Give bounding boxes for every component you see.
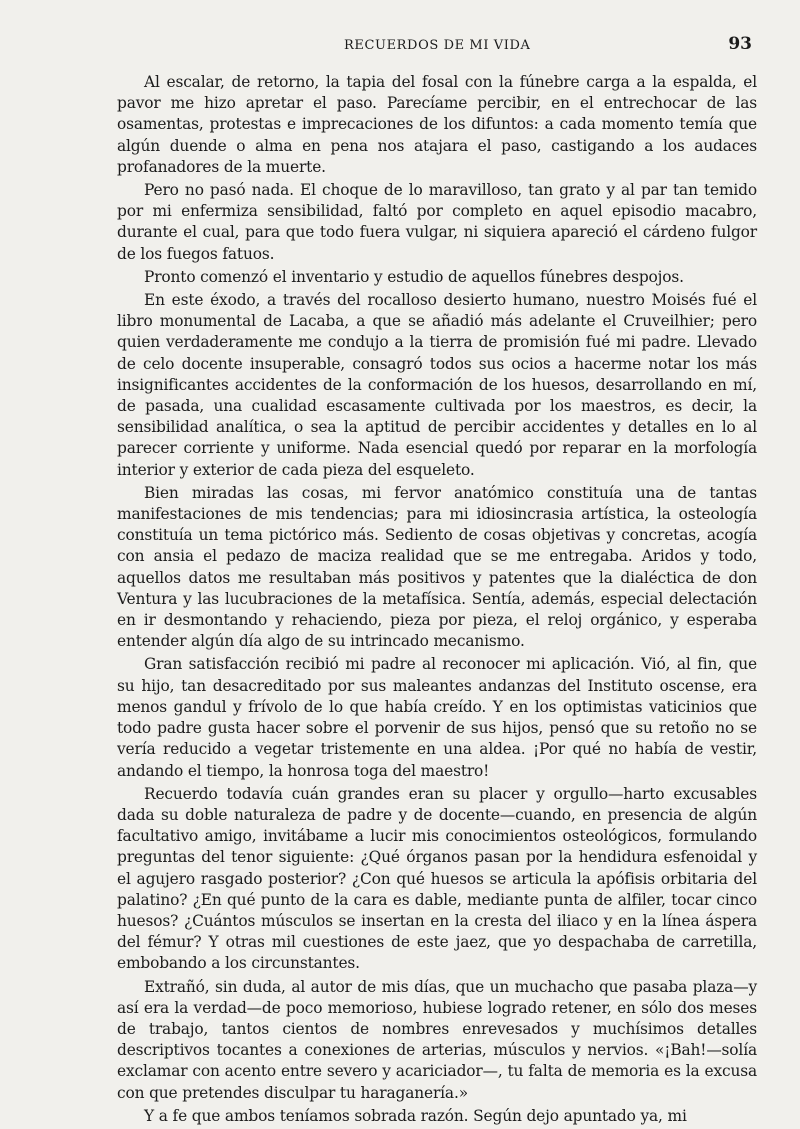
paragraph: En este éxodo, a través del rocalloso desierto humano, nuestro Moisés fué el libro monumental de Lacaba, a que se añadió más adelante el Cruveilhier; pero quien verdaderamente me condujo a la tierra de promisión fué mi padre. Llevado de celo docente insuperable, consagró todos sus ocios a hacerme notar los más insignificantes accidentes de la conformación de los huesos, desarrollando en mí, de pasada, una cualidad escasamente cultivada por los maestros, es decir, la sensibilidad analítica, o sea la aptitud de percibir accidentes y detalles en lo al parecer corriente y uniforme. Nada esencial quedó por reparar en la morfología interior y exterior de cada pieza del esqueleto.: [117, 291, 757, 479]
paragraph: Extrañó, sin duda, al autor de mis días, que un muchacho que pasaba plaza—y así era la verdad—de poco memorioso, hubiese logrado retener, en sólo dos meses de trabajo, tantos cientos de nombres enrevesados y muchísimos detalles descriptivos tocantes a conexiones de arterias, músculos y nervios. «¡Bah!—solía exclamar con acento entre severo y acariciador—, tu falta de memoria es la excusa con que pretendes disculpar tu haraganería.»: [117, 977, 757, 1102]
paragraph: Recuerdo todavía cuán grandes eran su placer y orgullo—harto excusables dada su doble naturaleza de padre y de docente—cuando, en presencia de algún facultativo amigo, invitábame a lucir mis conocimientos osteológicos, formulando preguntas del tenor siguiente: ¿Qué órganos pasan por la hendidura esfenoidal y el agujero rasgado posterior? ¿Con qué huesos se articula la apófisis orbitaria del palatino? ¿En qué punto de la cara es dable, mediante punta de alfiler, tocar cinco huesos? ¿Cuántos músculos se insertan en la cresta del iliaco y en la línea áspera del fémur? Y otras mil cuestiones de este jaez, que yo despachaba de carretilla, embobando a los circunstantes.: [117, 784, 757, 973]
page-header: [118, 34, 756, 58]
paragraph: Bien miradas las cosas, mi fervor anatómico constituía una de tantas manifestaciones de mis tendencias; para mi idiosincrasia artística, la osteología constituía un tema pictórico más. Sediento de cosas objetivas y concretas, acogía con ansia el pedazo de maciza realidad que se me entregaba. Aridos y todo, aquellos datos me resultaban más positivos y patentes que la dialéctica de don Ventura y las lucubraciones de la metafísica. Sentía, además, especial delectación en ir desmontando y rehaciendo, pieza por pieza, el reloj orgánico, y esperaba entender algún día algo de su intrincado mecanismo.: [117, 483, 757, 651]
paragraph: Y a fe que ambos teníamos sobrada razón. Según dejo apuntado ya, mi: [144, 1106, 687, 1125]
paragraph: Pero no pasó nada. El choque de lo maravilloso, tan grato y al par tan temido por mi enfermiza sensibilidad, faltó por completo en aquel episodio macabro, durante el cual, para que todo fuera vulgar, ni siquiera apareció el cárdeno fulgor de los fuegos fatuos.: [117, 181, 757, 263]
paragraph: Gran satisfacción recibió mi padre al reconocer mi aplicación. Vió, al fin, que su hijo, tan desacreditado por sus maleantes andanzas del Instituto oscense, era menos gandul y frívolo de lo que había creído. Y en los optimistas vaticinios que todo padre gusta hacer sobre el porvenir de sus hijos, pensó que su retoño no se vería reducido a vegetar tristemente en una aldea. ¡Por qué no había de vestir, andando el tiempo, la honrosa toga del maestro!: [117, 655, 757, 780]
body-text: [117, 72, 757, 1129]
page-number: 93: [728, 34, 752, 54]
running-title: RECUERDOS DE MI VIDA: [344, 38, 531, 53]
paragraph: Pronto comenzó el inventario y estudio de aquellos fúnebres despojos.: [144, 267, 684, 286]
paragraph: Al escalar, de retorno, la tapia del fosal con la fúnebre carga a la espalda, el pavor me hizo apretar el paso. Parecíame percibir, en el entrechocar de las osamentas, protestas e imprecaciones de los difuntos: a cada momento temía que algún duende o alma en pena nos atajara el paso, castigando a los audaces profanadores de la muerte.: [117, 73, 757, 176]
